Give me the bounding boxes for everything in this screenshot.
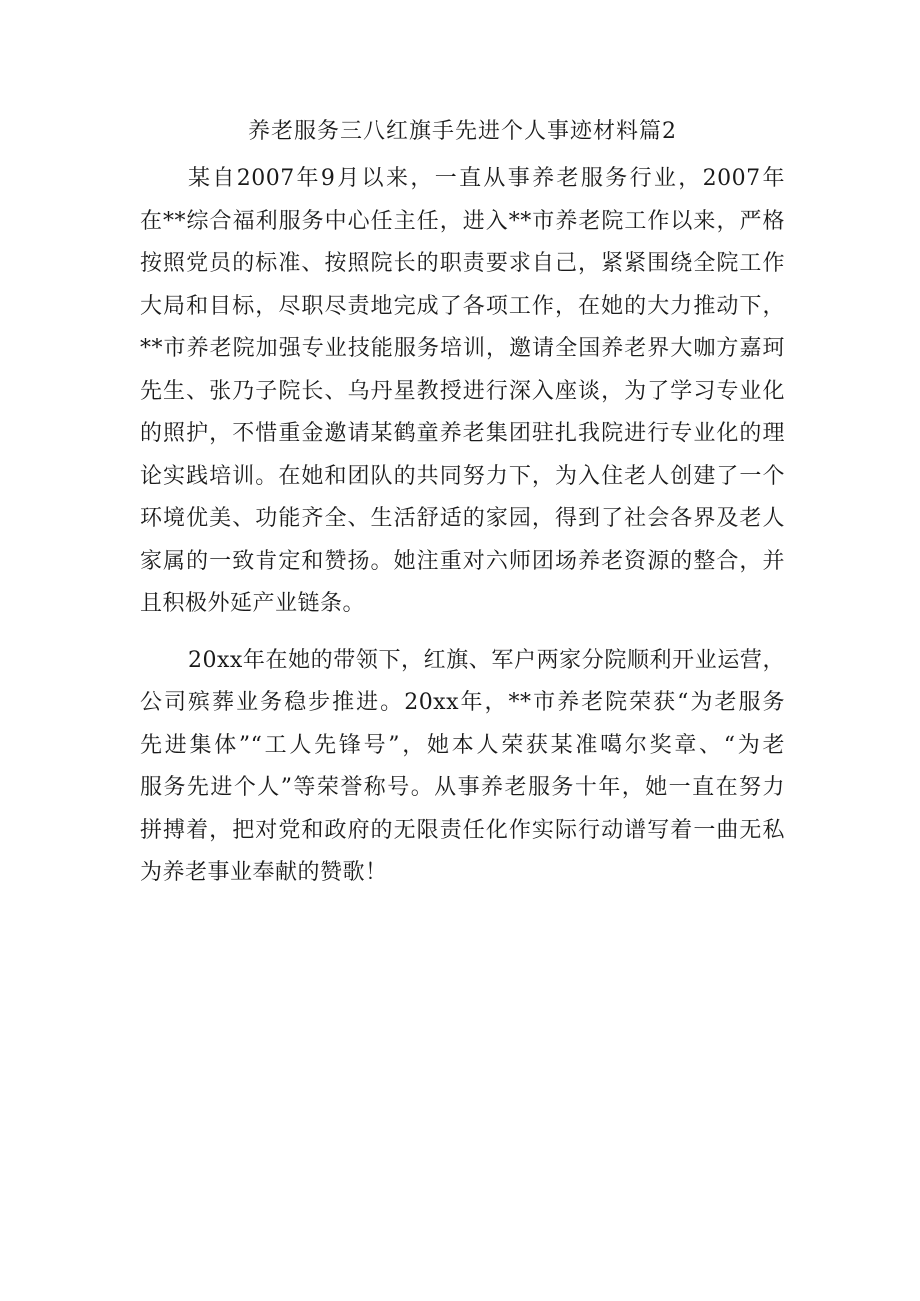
paragraph-line: 某自2007年9月以来，一直从事养老服务行业，2007年	[188, 166, 785, 191]
paragraph-line: 20xx年在她的带领下，红旗、军户两家分院顺利开业运营，	[188, 647, 785, 673]
paragraph-line: 服务先进个人”等荣誉称号。从事养老服务十年，她一直在努力	[140, 775, 785, 800]
paragraph-line: 论实践培训。在她和团队的共同努力下，为入住老人创建了一个	[140, 463, 785, 489]
paragraph-line: 在**综合福利服务中心任主任，进入**市养老院工作以来，严格	[140, 208, 785, 234]
paragraph-line: 先进集体”“工人先锋号”，她本人荣获某准噶尔奖章、“为老	[140, 732, 785, 758]
paragraph-line: 为养老事业奉献的赞歌！	[140, 860, 388, 885]
paragraph-line: 拼搏着，把对党和政府的无限责任化作实际行动谱写着一曲无私	[140, 817, 785, 843]
document-page	[140, 112, 785, 909]
paragraph-line: 公司殡葬业务稳步推进。20xx年，**市养老院荣获“为老服务	[140, 690, 785, 715]
paragraph-line: 环境优美、功能齐全、生活舒适的家园，得到了社会各界及老人	[140, 506, 785, 531]
document-title: 养老服务三八红旗手先进个人事迹材料篇2	[248, 119, 677, 144]
paragraph-line: 按照党员的标准、按照院长的职责要求自己，紧紧围绕全院工作	[140, 251, 785, 276]
paragraph-line: 家属的一致肯定和赞扬。她注重对六师团场养老资源的整合，并	[140, 548, 785, 574]
paragraph-2	[140, 640, 785, 895]
paragraph-line: 大局和目标，尽职尽责地完成了各项工作，在她的大力推动下，	[140, 293, 785, 319]
paragraph-line: **市养老院加强专业技能服务培训，邀请全国养老界大咖方嘉珂	[140, 336, 785, 361]
paragraph-line: 且积极外延产业链条。	[140, 591, 366, 616]
paragraph-line: 先生、张乃子院长、乌丹星教授进行深入座谈，为了学习专业化	[140, 378, 785, 404]
paragraph-line: 的照护，不惜重金邀请某鹤童养老集团驻扎我院进行专业化的理	[140, 421, 785, 446]
paragraph-1	[140, 158, 785, 626]
